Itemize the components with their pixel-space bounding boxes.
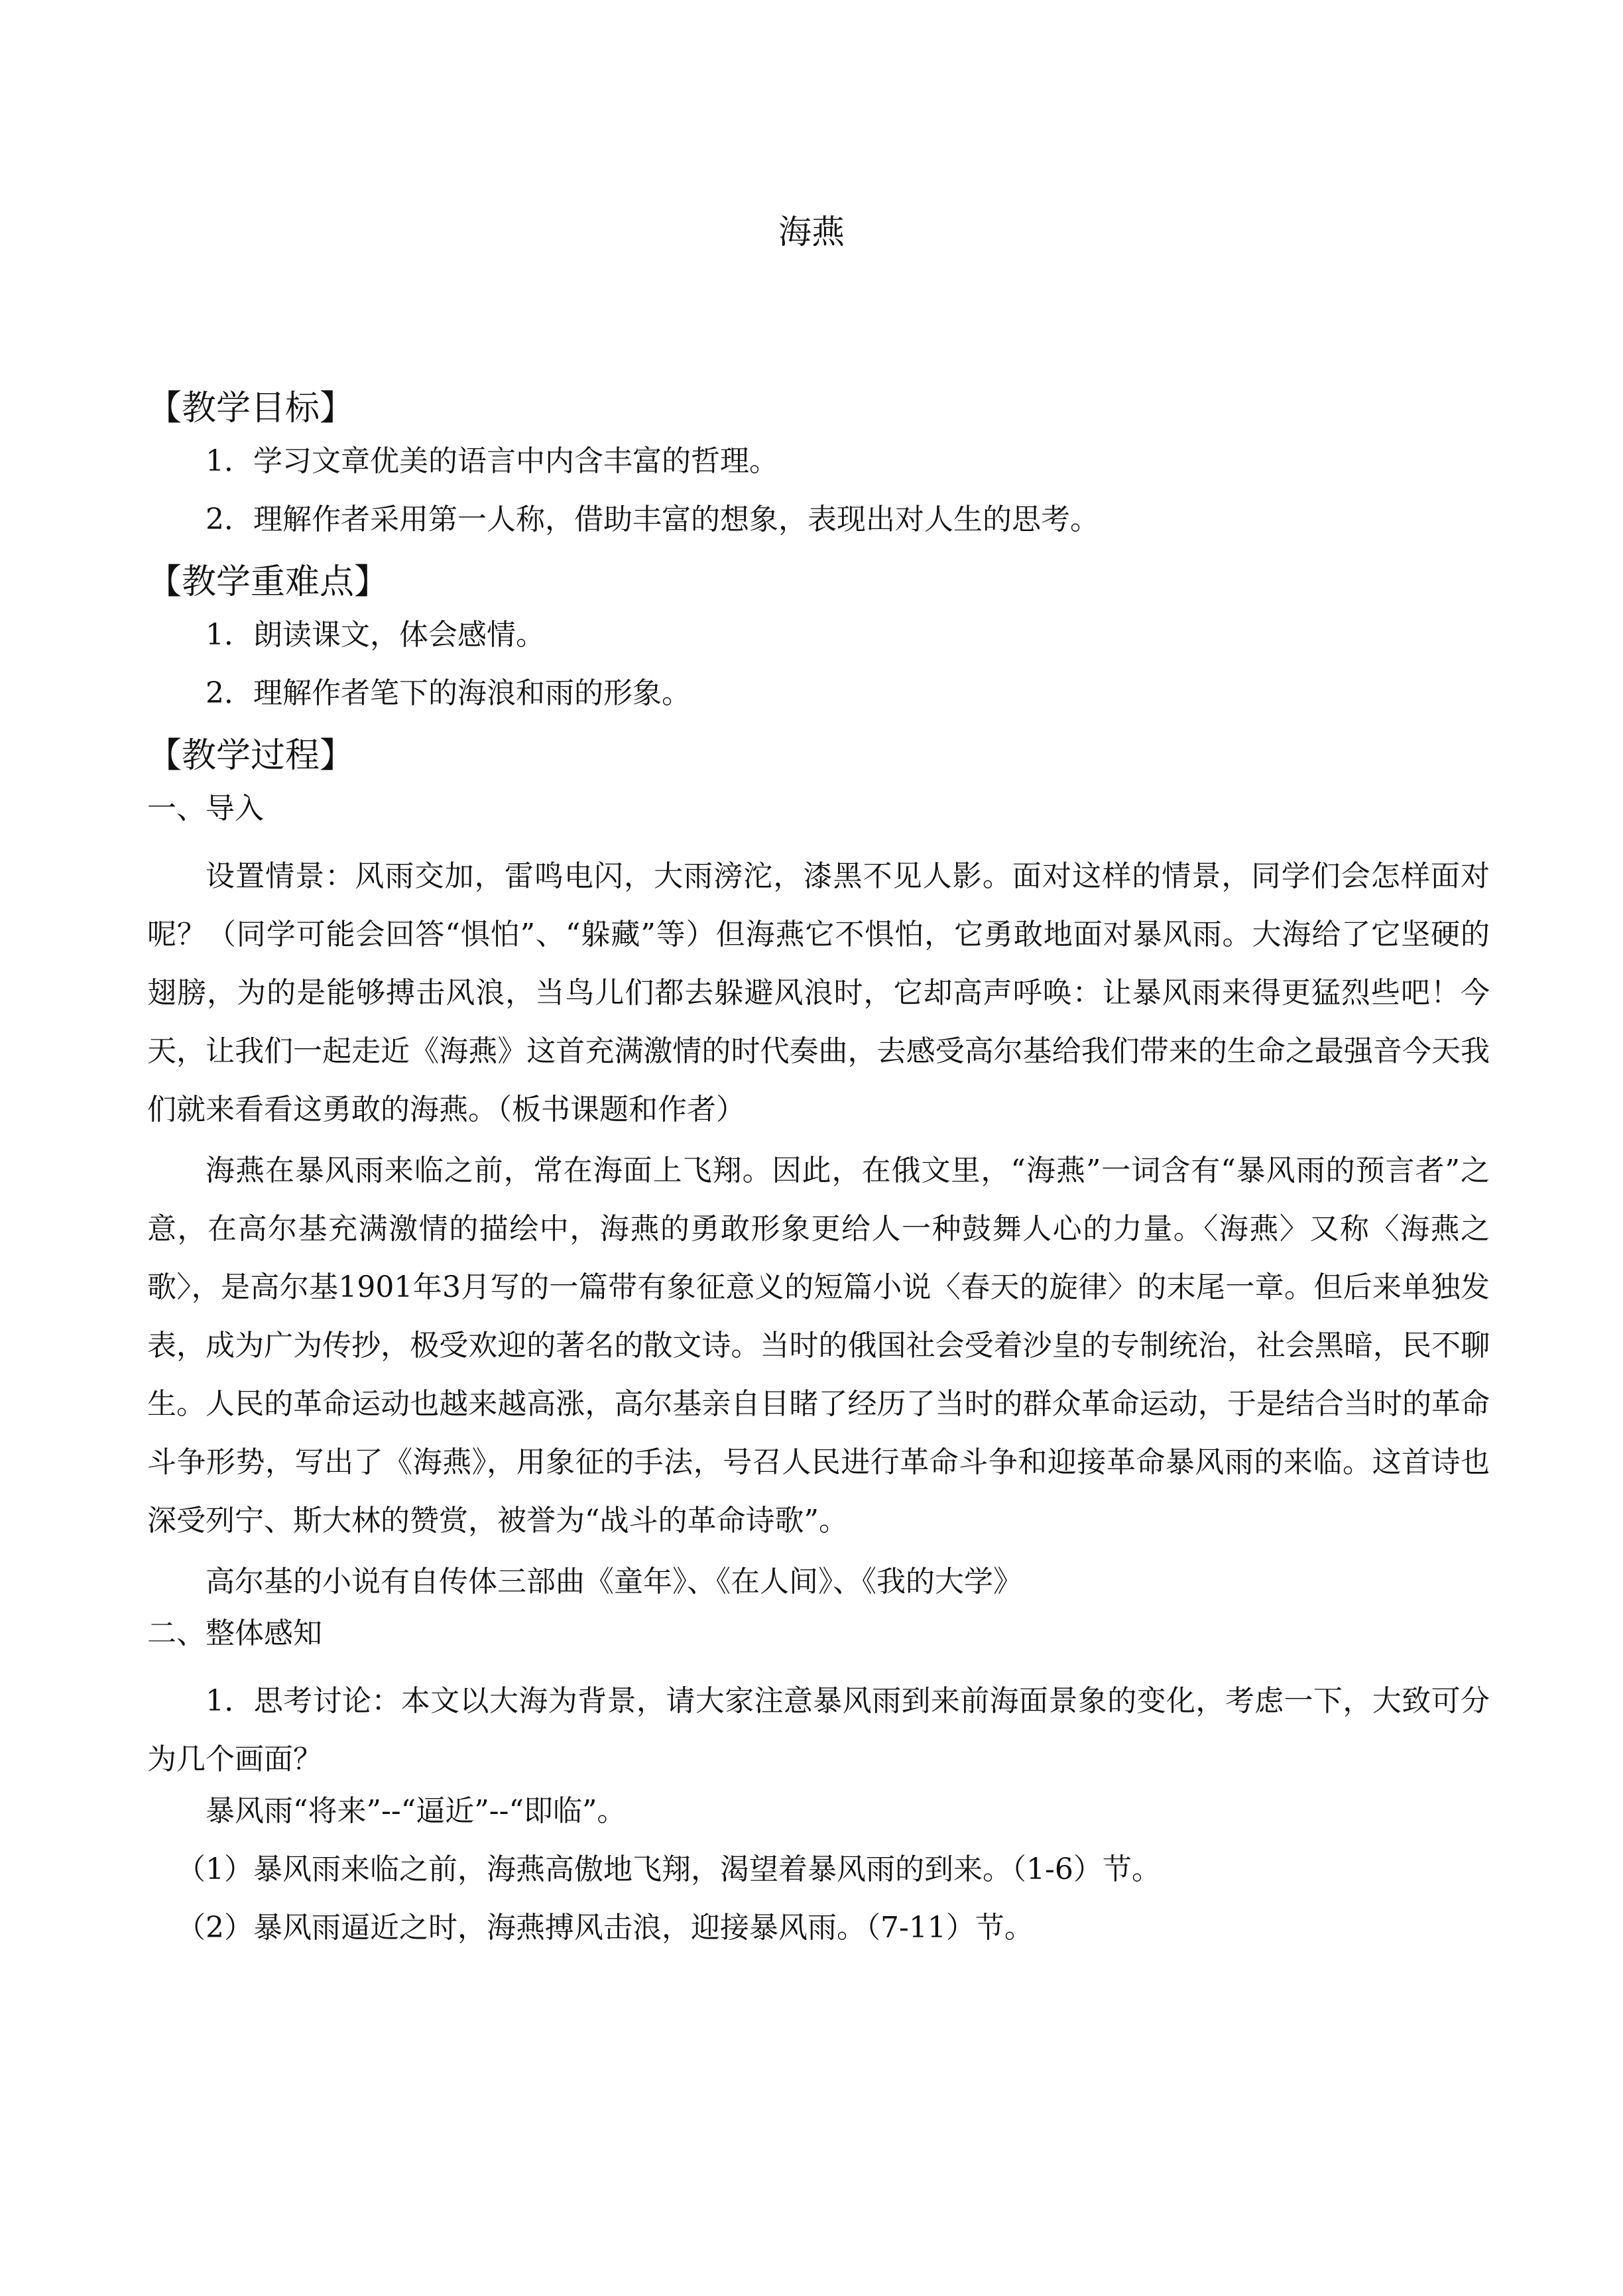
intro-paragraph-1: 设置情景：风雨交加，雷鸣电闪，大雨滂沱，漆黑不见人影。面对这样的情景，同学们会怎样面对呢？（同学可能会回答“惧怕”、“躲藏”等）但海燕它不惧怕，它勇敢地面对暴风雨。大海给了它坚硬的翅膀，为的是能够搏击风浪，当鸟儿们都去躲避风浪时，它却高声呼唤：让暴风雨来得更猛烈些吧！今天，让我们一起走近《海燕》这首充满激情的时代奏曲，去感受高尔基给我们带来的生命之最强音今天我们就来看看这勇敢的海燕。（板书课题和作者） (147, 859, 1490, 1126)
page-title: 海燕 (778, 213, 845, 251)
process-heading: 【教学过程】 (147, 736, 355, 776)
intro-paragraph-3: 高尔基的小说有自传体三部曲《童年》、《在人间》、《我的大学》 (206, 1565, 1022, 1599)
overview-paragraph-1: 1．思考讨论：本文以大海为背景，请大家注意暴风雨到来前海面景象的变化，考虑一下，大致可分为几个画面？ (147, 1684, 1490, 1776)
overview-item: （1）暴风雨来临之前，海燕高傲地飞翔，渴望着暴风雨的到来。（1-6）节。 (176, 1852, 1161, 1886)
objectives-heading: 【教学目标】 (147, 389, 355, 428)
difficulty-item: 1．朗读课文，体会感情。 (206, 618, 545, 652)
overview-item: （2）暴风雨逼近之时，海燕搏风击浪，迎接暴风雨。（7-11）节。 (176, 1911, 1034, 1945)
overview-line: 暴风雨“将来”--“逼近”--“即临”。 (206, 1794, 627, 1828)
difficulty-item: 2．理解作者笔下的海浪和雨的形象。 (206, 676, 691, 710)
objective-item: 2．理解作者采用第一人称，借助丰富的想象，表现出对人生的思考。 (206, 503, 1099, 536)
section-heading-overview: 二、整体感知 (147, 1616, 322, 1650)
intro-paragraph-2: 海燕在暴风雨来临之前，常在海面上飞翔。因此，在俄文里，“海燕”一词含有“暴风雨的预言者”之意，在高尔基充满激情的描绘中，海燕的勇敢形象更给人一种鼓舞人心的力量。〈海燕〉又称〈海燕之歌〉，是高尔基1901年3月写的一篇带有象征意义的短篇小说〈春天的旋律〉的末尾一章。但后来单独发表，成为广为传抄，极受欢迎的著名的散文诗。当时的俄国社会受着沙皇的专制统治，社会黑暗，民不聊生。人民的革命运动也越来越高涨，高尔基亲自目睹了经历了当时的群众革命运动，于是结合当时的革命斗争形势，写出了《海燕》，用象征的手法，号召人民进行革命斗争和迎接革命暴风雨的来临。这首诗也深受列宁、斯大林的赞赏，被誉为“战斗的革命诗歌”。 (147, 1154, 1490, 1538)
section-heading-intro: 一、导入 (147, 792, 264, 825)
difficulties-heading: 【教学重难点】 (147, 562, 389, 602)
document-body (147, 385, 1490, 1966)
objective-item: 1．学习文章优美的语言中内含丰富的哲理。 (206, 444, 778, 478)
